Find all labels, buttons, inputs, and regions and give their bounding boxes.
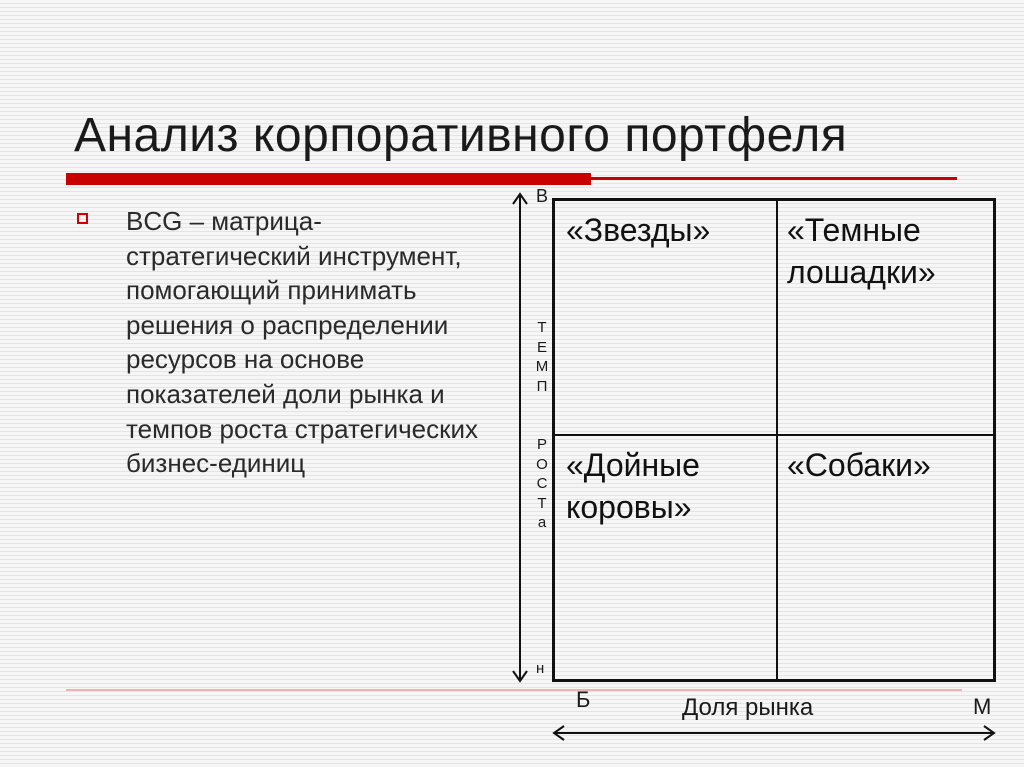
title-underline-thin xyxy=(591,177,957,180)
slide-title: Анализ корпоративного портфеля xyxy=(74,109,848,162)
y-axis-letter: Р xyxy=(536,436,547,453)
footer-divider xyxy=(66,689,962,691)
horizontal-axis-arrow xyxy=(552,721,996,745)
bullet-square-icon xyxy=(77,213,88,224)
y-axis-letter: Т xyxy=(537,494,547,512)
y-axis-vertical-label xyxy=(531,318,553,533)
y-axis-letter: П xyxy=(536,377,548,395)
y-axis-letter: О xyxy=(536,455,548,473)
y-axis-letter: М xyxy=(535,358,549,375)
y-axis-letter: Е xyxy=(536,338,547,356)
y-axis-top-letter: В xyxy=(536,186,549,206)
quadrant-label-line: «Темные xyxy=(787,212,921,248)
vertical-axis-arrow xyxy=(508,191,532,684)
matrix-vertical-divider xyxy=(776,201,778,679)
quadrant-question-marks xyxy=(787,209,936,293)
matrix-horizontal-divider xyxy=(555,434,993,436)
quadrant-cash-cows xyxy=(566,444,700,528)
x-axis-left-letter: Б xyxy=(576,687,591,712)
y-axis-letter: С xyxy=(536,475,548,492)
quadrant-dogs xyxy=(787,444,931,486)
quadrant-label-line: коровы» xyxy=(566,489,692,525)
y-axis-bottom-letter: н xyxy=(536,660,545,677)
y-axis-letter: а xyxy=(537,514,547,531)
title-underline xyxy=(66,173,591,185)
x-axis-right-letter: М xyxy=(973,694,992,719)
x-axis-label: Доля рынка xyxy=(682,694,814,721)
quadrant-label-line: «Дойные xyxy=(566,447,700,483)
quadrant-label-line: лошадки» xyxy=(787,254,936,290)
quadrant-stars-label: «Звезды» xyxy=(566,212,711,248)
bcg-matrix xyxy=(552,198,996,682)
bullet-text: BCG – матрица-стратегический инструмент, помогающий принимать решения о распределении ресурсов на основе показателей доли рынка и темпов роста стратегических бизнес-единиц xyxy=(126,206,478,479)
quadrant-stars xyxy=(566,209,710,251)
quadrant-dogs-label: «Собаки» xyxy=(787,447,931,483)
y-axis-letter: Т xyxy=(537,319,547,336)
